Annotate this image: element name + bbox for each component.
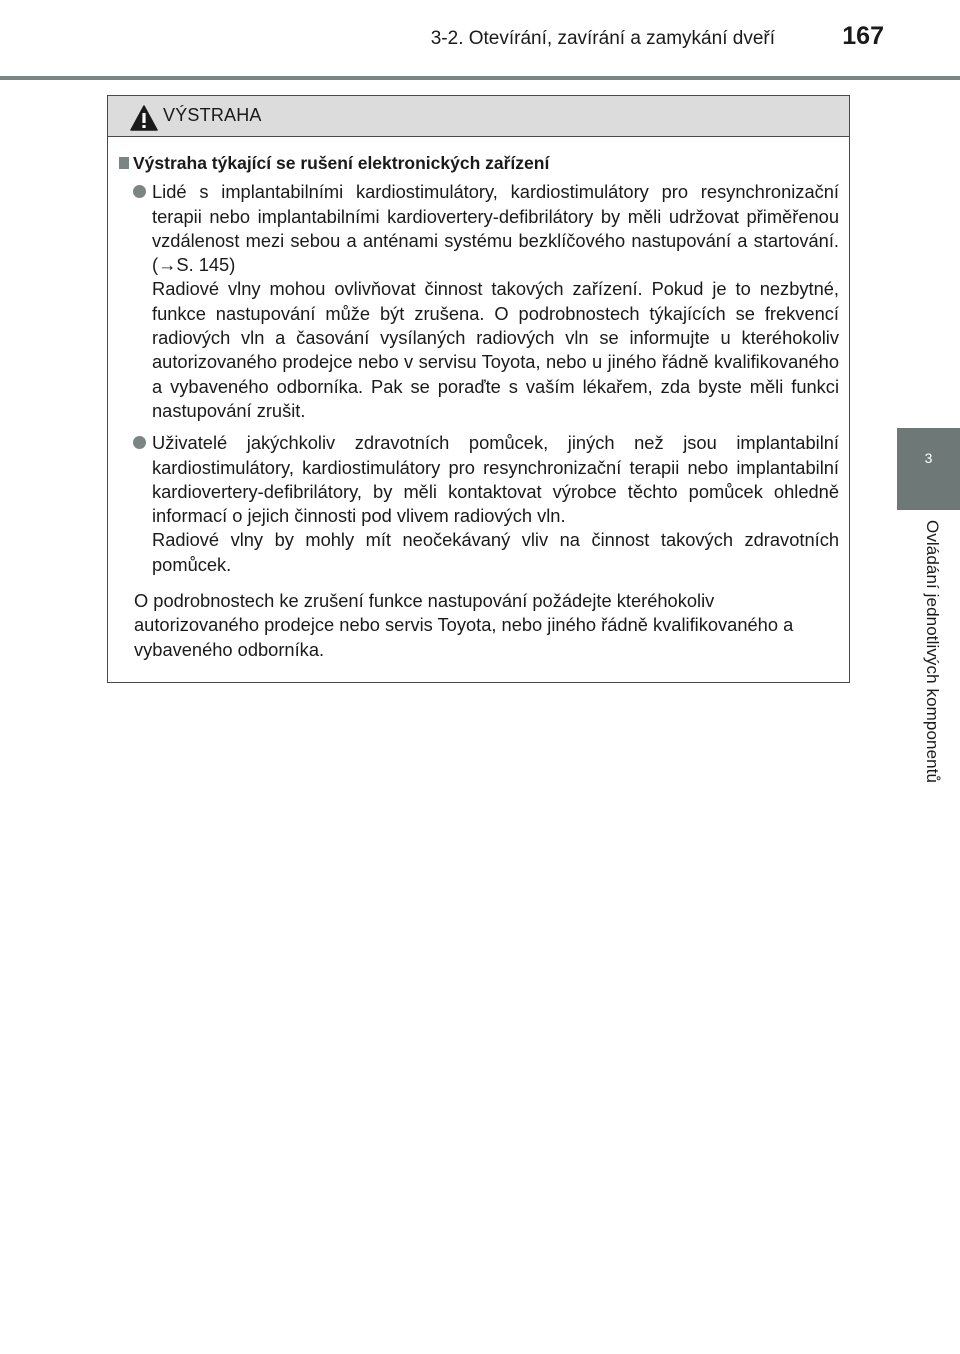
header-rule [0,76,960,80]
bullet-paragraph: Lidé s implantabilními kardiostimulátory, kardiostimulátory pro resynchronizační terapii nebo implantabilními kardiovertery-defibrilátory by měli udržovat přiměřenou vzdálenost mezi sebou a anténami systému bezklíčového nastupování a startování. (→S. 145) [152,181,839,276]
list-item [118,431,839,577]
list-item [118,180,839,423]
warning-header [108,96,849,137]
warning-title: VÝSTRAHA [163,105,262,125]
page-number: 167 [842,22,884,50]
square-bullet-icon [119,157,129,169]
chapter-title: Ovládání jednotlivých komponentů [923,520,942,784]
page-header [0,0,960,80]
warning-triangle-icon [130,105,158,131]
warning-body [108,137,849,662]
bullet-paragraph: Radiové vlny by mohly mít neočekávaný vliv na činnost takových zdravotních pomůcek. [152,529,839,575]
round-bullet-icon [133,436,146,449]
section-heading [118,151,839,175]
section-title: 3-2. Otevírání, zavírání a zamykání dveří [430,28,775,49]
section-heading-text: Výstraha týkající se rušení elektronických zařízení [133,153,550,173]
bullet-paragraph: Radiové vlny mohou ovlivňovat činnost takových zařízení. Pokud je to nezbytné, funkce nastupování může být zrušena. O podrobnostech týkajících se frekvencí radiových vln a časování vysílaných radiových vln se informujte u kteréhokoliv autorizovaného prodejce nebo v servisu Toyota, nebo u jiného řádně kvalifikovaného a vybaveného odborníka. Pak se poraďte s vaším lékařem, zda byste měli funkci nastupování zrušit. [152,278,839,421]
warning-box [107,95,850,683]
bullet-paragraph: Uživatelé jakýchkoliv zdravotních pomůcek, jiných než jsou implantabilní kardiostimulátory, kardiostimulátory pro resynchronizační terapii nebo implantabilní kardiovertery-defibrilátory, by měli kontaktovat výrobce těchto pomůcek ohledně informací o jejich činnosti pod vlivem radiových vln. [152,432,839,527]
round-bullet-icon [133,185,146,198]
closing-note: O podrobnostech ke zrušení funkce nastupování požádejte kteréhokoliv autorizovaného prodejce nebo servis Toyota, nebo jiného řádně kvalifikovaného a vybaveného odborníka. [134,590,794,660]
chapter-tab [897,428,960,510]
chapter-number: 3 [924,450,933,466]
